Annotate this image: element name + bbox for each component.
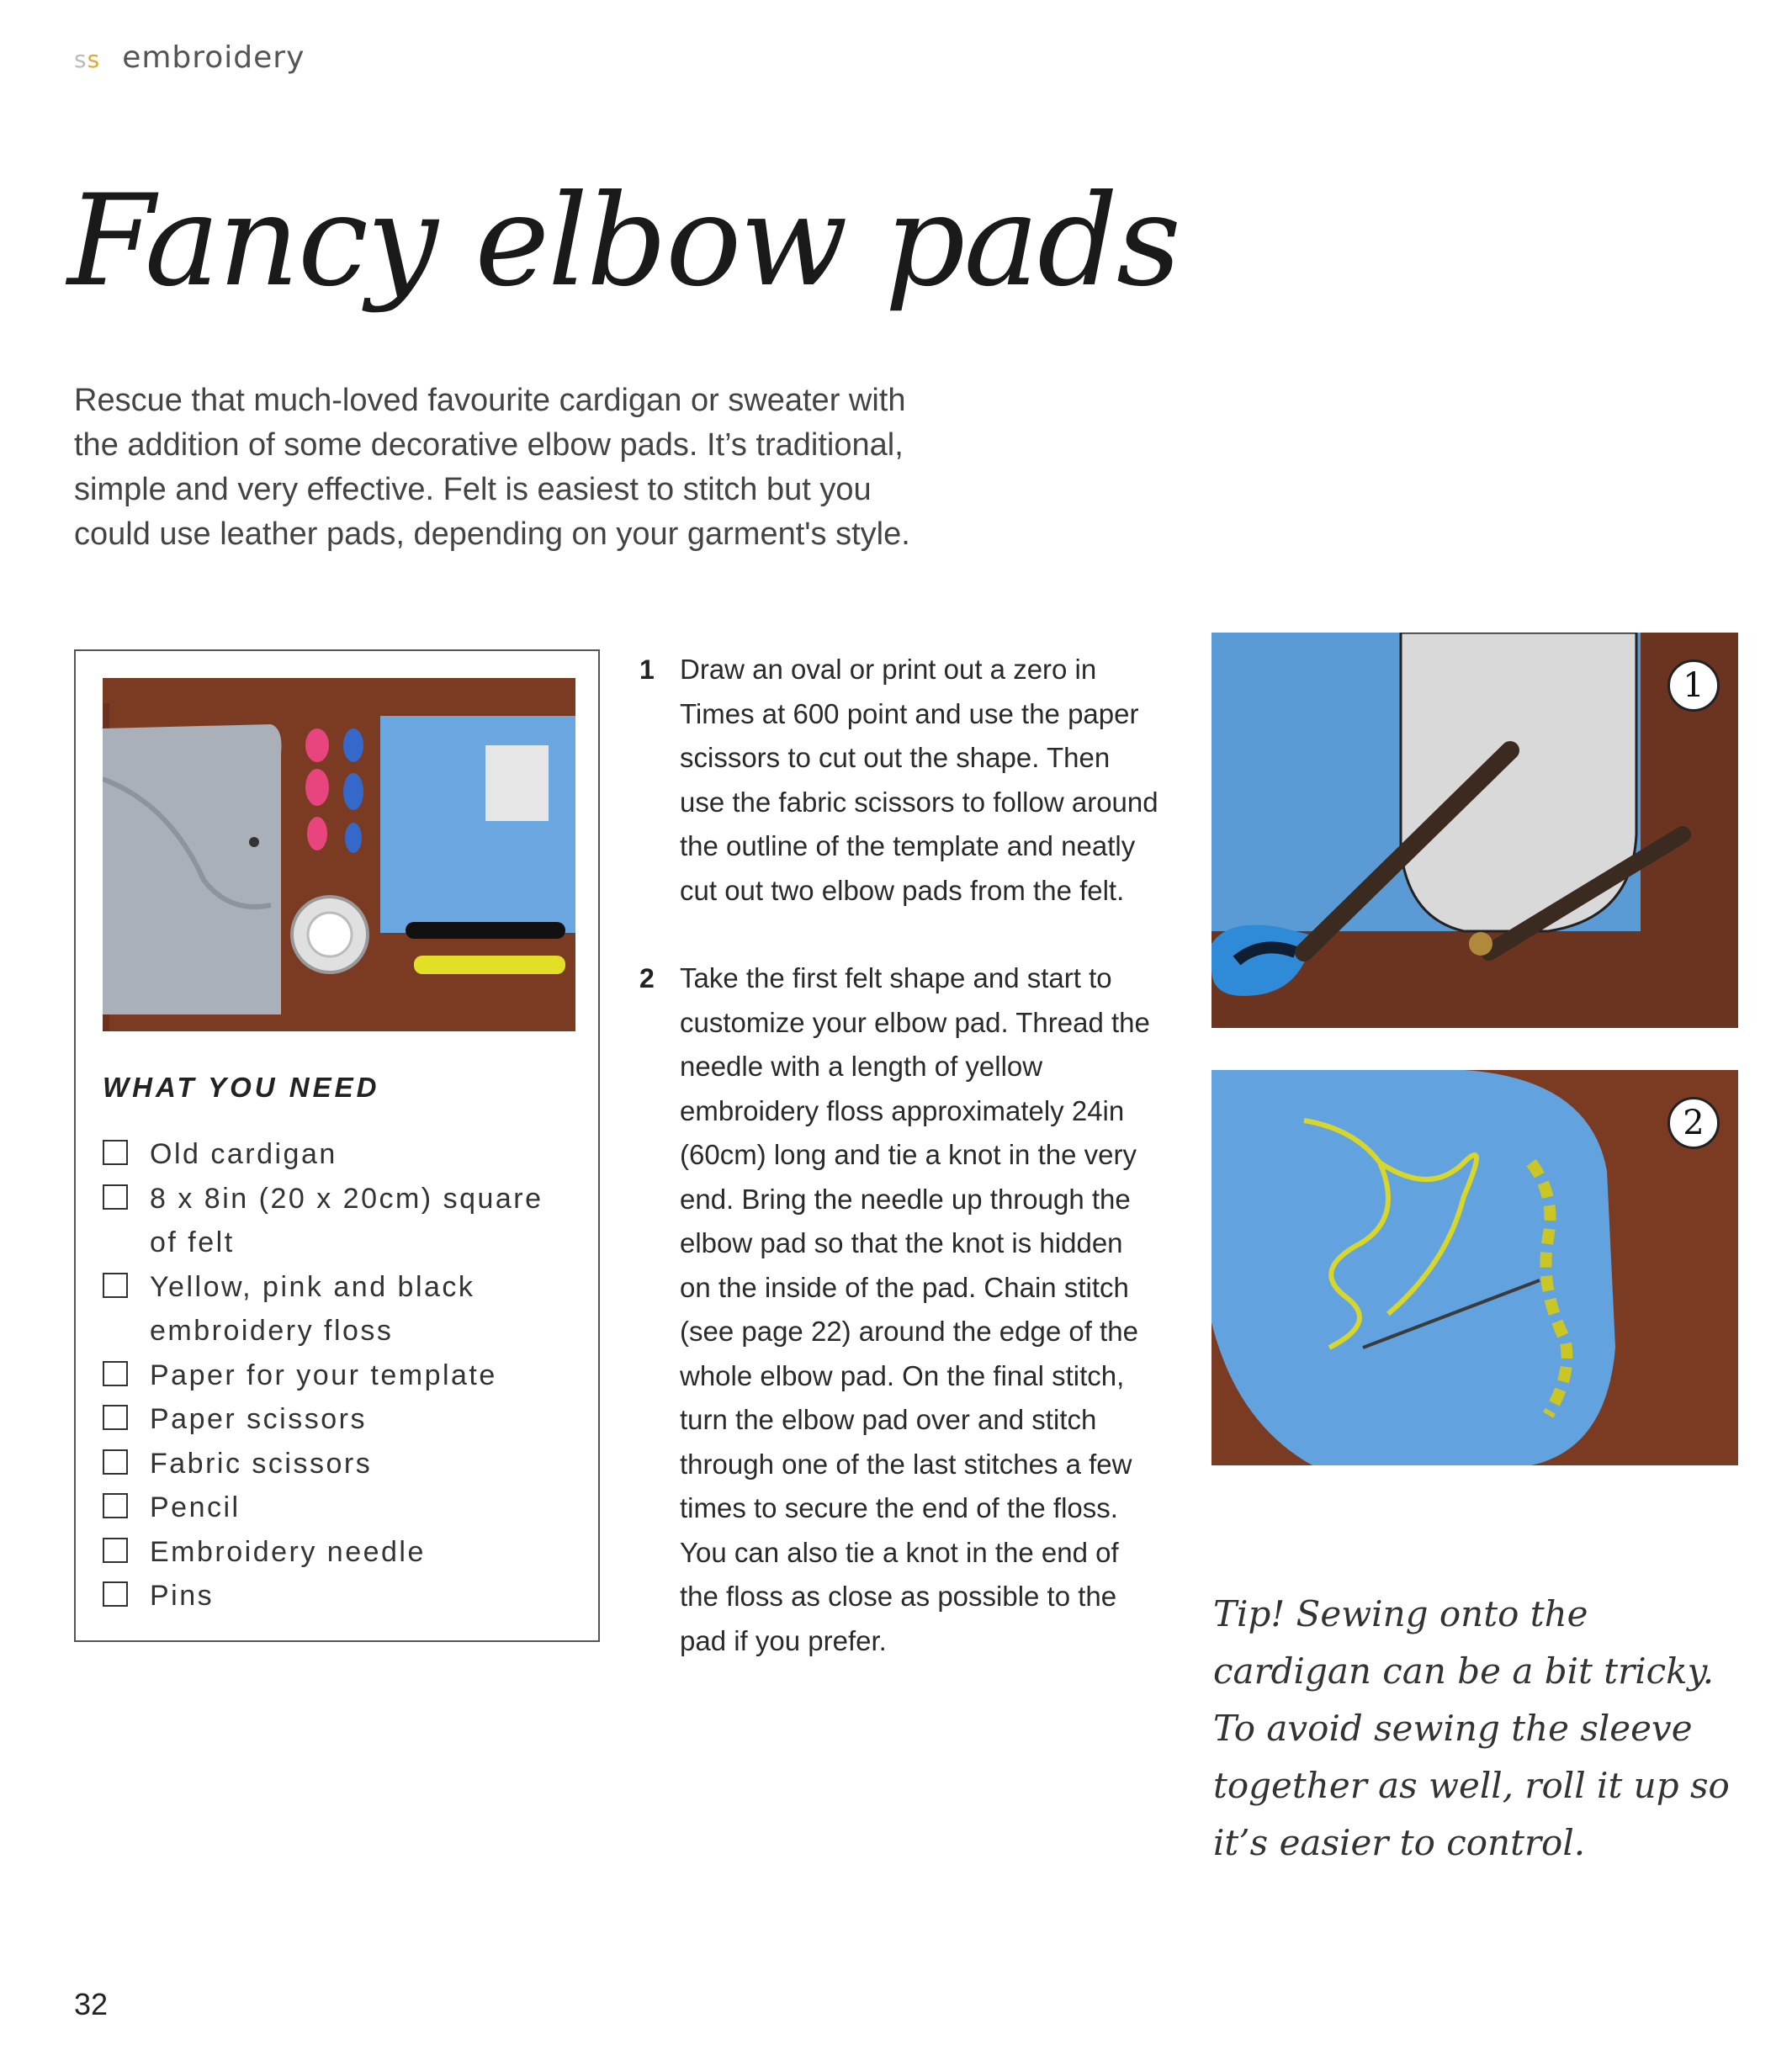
supply-checkbox[interactable] <box>103 1184 128 1210</box>
supply-checkbox[interactable] <box>103 1493 128 1518</box>
step-text: Draw an oval or print out a zero in Times at 600 point and use the paper scissors to cut out the shape. Then use the fabric scissors to follow around the outline of the template and neatly cut out two elbow pads from the felt. <box>680 654 1158 906</box>
list-item <box>103 1177 582 1265</box>
supply-label: Paper scissors <box>150 1403 367 1435</box>
supply-label: Fabric scissors <box>150 1447 373 1480</box>
supply-checkbox[interactable] <box>103 1140 128 1165</box>
supply-label: Pins <box>150 1580 215 1612</box>
supply-label: Pencil <box>150 1491 241 1523</box>
supply-checkbox[interactable] <box>103 1449 128 1475</box>
list-item <box>103 1132 582 1177</box>
supply-label: Yellow, pink and black embroidery floss <box>150 1270 475 1347</box>
step-badge-1: 1 <box>1667 659 1720 712</box>
supplies-list <box>103 1132 582 1618</box>
cutting-felt-illustration <box>1211 633 1738 1028</box>
section-name: embroidery <box>122 40 305 75</box>
step-number: 1 <box>639 654 655 685</box>
supply-label: 8 x 8in (20 x 20cm) square of felt <box>150 1182 543 1258</box>
step-1 <box>639 648 1169 913</box>
page-title: Fancy elbow pads <box>67 168 1180 315</box>
step-text: Take the first felt shape and start to customize your elbow pad. Thread the needle with a length of yellow embroidery floss approximately 24in (60cm) long and tie a knot in the very end. Bring the needle up through the elbow pad so that the knot is hidden on the inside of the pad. Chain stitch (see page 22) around the edge of the whole elbow pad. On the final stitch, turn the elbow pad over and stitch through one of the last stitches a few times to secure the end of the floss. You can also tie a knot in the end of the floss as close as possible to the pad if you prefer. <box>680 962 1150 1656</box>
page-number: 32 <box>74 1987 109 2021</box>
brand-logo-left: s <box>74 45 87 73</box>
intro-paragraph: Rescue that much-loved favourite cardigan or sweater with the addition of some decorative elbow pads. It’s traditional, simple and very effective. Felt is easiest to stitch but you could use leather pads, depending on your garment's style. <box>74 383 910 552</box>
brand-logo-right: s <box>87 45 101 73</box>
list-item <box>103 1530 582 1575</box>
supply-checkbox[interactable] <box>103 1538 128 1563</box>
supply-label: Paper for your template <box>150 1359 497 1391</box>
supply-checkbox[interactable] <box>103 1581 128 1607</box>
step-badge-2: 2 <box>1667 1097 1720 1149</box>
list-item <box>103 1486 582 1530</box>
list-item <box>103 1353 582 1398</box>
supplies-box <box>74 649 600 1642</box>
supply-checkbox[interactable] <box>103 1361 128 1386</box>
step-photo-1 <box>1211 633 1738 1028</box>
tip-callout: Tip! Sewing onto the cardigan can be a bit tricky. To avoid sewing the sleeve together as well, roll it up so it’s easier to control. <box>1213 1593 1730 1863</box>
supply-checkbox[interactable] <box>103 1405 128 1430</box>
step-number: 2 <box>639 963 655 993</box>
step-photo-2 <box>1211 1070 1738 1465</box>
list-item <box>103 1574 582 1618</box>
supply-label: Old cardigan <box>150 1138 337 1170</box>
supplies-photo <box>103 678 575 1031</box>
chain-stitch-illustration <box>1211 1070 1738 1465</box>
supply-label: Embroidery needle <box>150 1535 426 1568</box>
list-item <box>103 1397 582 1442</box>
list-item <box>103 1265 582 1353</box>
supply-checkbox[interactable] <box>103 1273 128 1298</box>
list-item <box>103 1442 582 1486</box>
running-header <box>74 40 305 75</box>
supplies-heading: WHAT YOU NEED <box>103 1072 380 1103</box>
instruction-steps <box>639 648 1169 1707</box>
step-2 <box>639 956 1169 1663</box>
